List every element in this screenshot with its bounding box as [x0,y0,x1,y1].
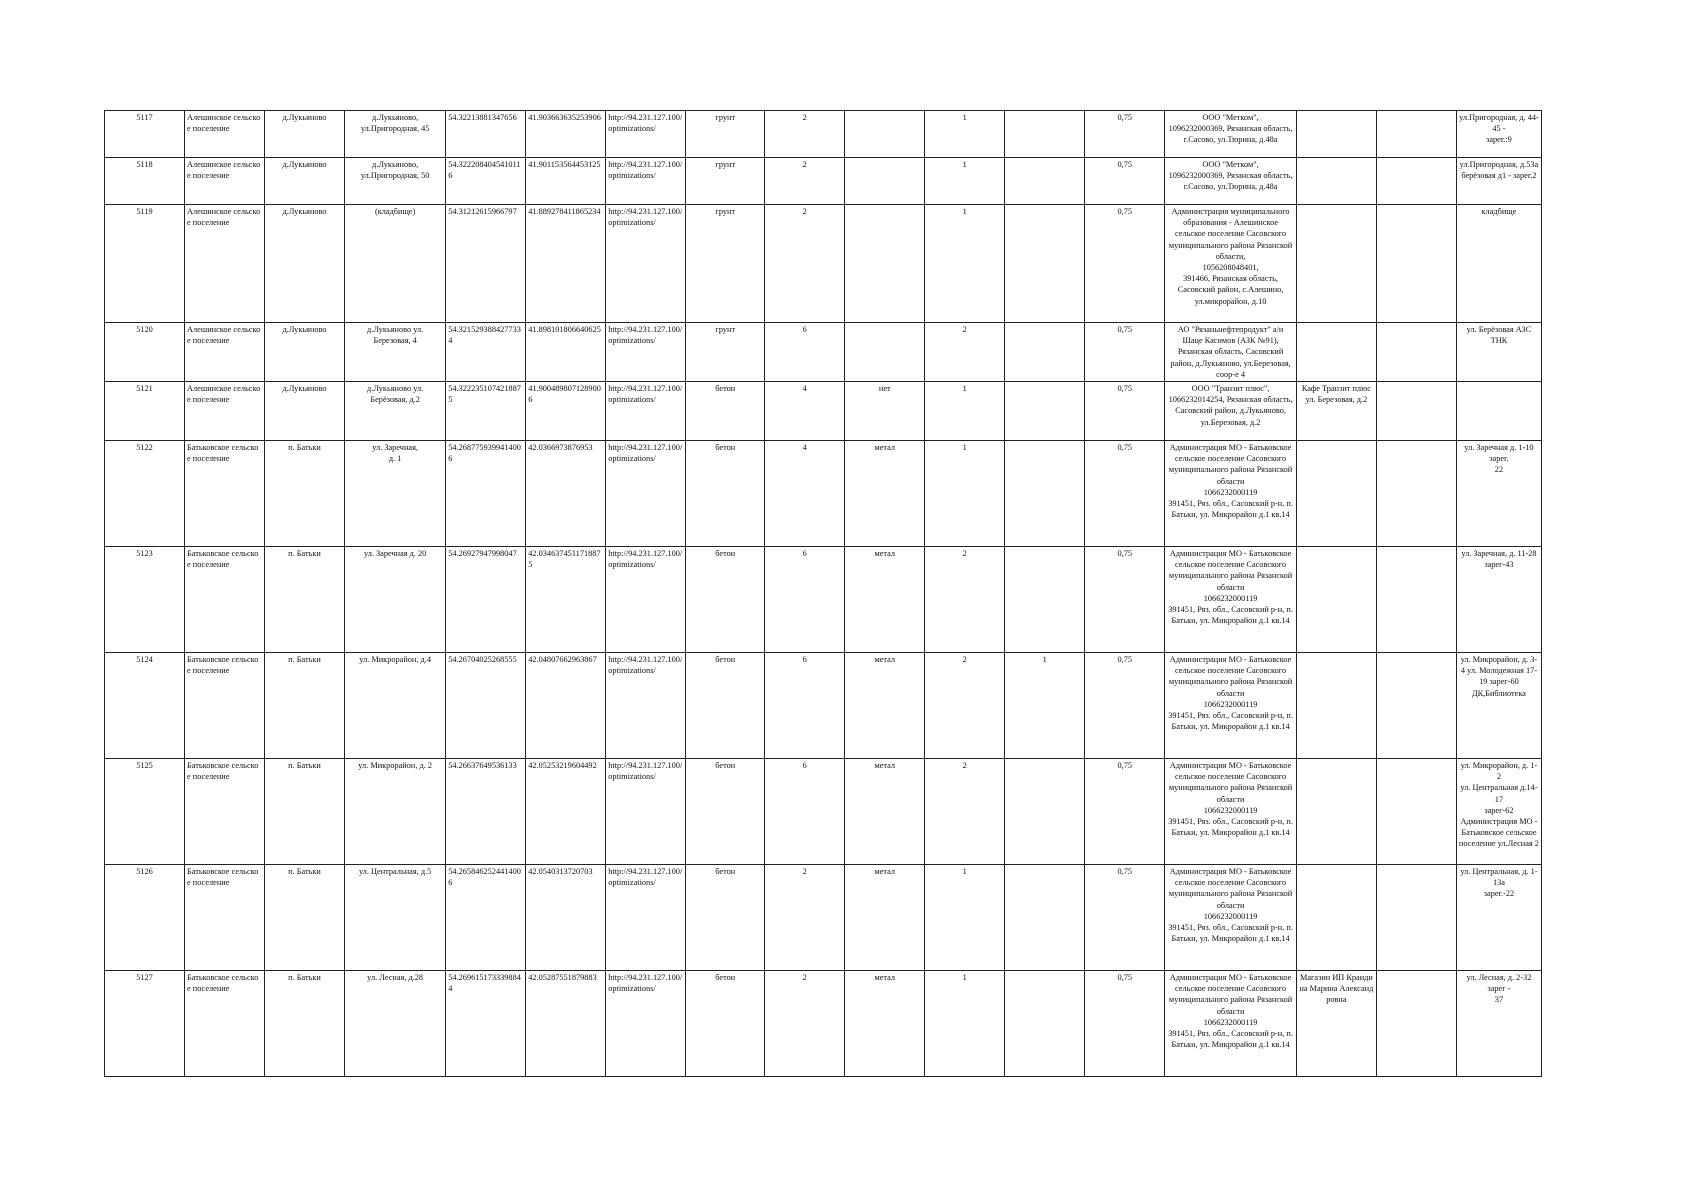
locality-cell: п. Батьки [265,441,345,547]
container-extra-cell [1005,547,1085,653]
row-number-cell: 5123 [105,547,185,653]
other-info-cell [1296,653,1376,759]
table-row [105,441,1542,547]
latitude-cell: 54.32213881347656 [446,111,526,158]
other-info-cell [1296,158,1376,205]
map-link-cell: http://94.231.127.100/optimizations/ [606,971,686,1077]
owner-cell: АО "Рязаньнефтепродукт" а/и Шаце Касимов (АЗК №91), Рязанская область, Сасовский район, д.Лукьяново, ул.Березовая, соор-е 4 [1165,323,1297,382]
other-info-cell [1296,441,1376,547]
waste-sources-cell: кладбище [1456,205,1541,323]
table-row [105,547,1542,653]
blank-cell [1376,865,1456,971]
row-number-cell: 5124 [105,653,185,759]
locality-cell: п. Батьки [265,759,345,865]
latitude-cell: 54.26637649536133 [446,759,526,865]
settlement-cell: Батьковское сельское поселение [185,653,265,759]
surface-cell: бетон [686,441,765,547]
blank-cell [1376,547,1456,653]
settlement-cell: Батьковское сельское поселение [185,547,265,653]
container-volume-cell: 0,75 [1085,382,1165,441]
surface-cell: бетон [686,759,765,865]
waste-sources-cell: ул. Микрорайон, д. 1- 2 ул. Центральная д.14-17 зарег-62 Администрация МО - Батьковское сельское поселение ул.Лесная 2 [1456,759,1541,865]
container-count-cell: 1 [925,111,1005,158]
surface-cell: бетон [686,547,765,653]
owner-cell: ООО "Транзит плюс", 1066232014254, Рязанская область, Сасовский район, д.Лукьяново, ул.Березовая, д.2 [1165,382,1297,441]
owner-cell: Администрация муниципального образования - Алешинское сельское поселение Сасовского муниципального района Рязанской области, 1056208048401, 391466, Рязанская область, Сасовский район, с.Алешино, ул.микрорайон, д.10 [1165,205,1297,323]
container-extra-cell [1005,759,1085,865]
fence-cell: метал [845,865,925,971]
longitude-cell: 41.898101806640625 [526,323,606,382]
fence-cell: метал [845,547,925,653]
waste-sources-cell: ул.Пригородная, д.53а берёзовая д1 - зарег.2 [1456,158,1541,205]
container-count-cell: 2 [925,759,1005,865]
map-link-cell: http://94.231.127.100/optimizations/ [606,441,686,547]
table-row [105,971,1542,1077]
longitude-cell: 41.901153564453125 [526,158,606,205]
address-cell: д.Лукьяново, ул.Пригородная, 45 [345,111,446,158]
area-cell: 4 [765,441,845,547]
area-cell: 4 [765,382,845,441]
container-volume-cell: 0,75 [1085,971,1165,1077]
blank-cell [1376,111,1456,158]
settlement-cell: Батьковское сельское поселение [185,441,265,547]
container-extra-cell [1005,865,1085,971]
fence-cell: метал [845,759,925,865]
table-row [105,158,1542,205]
area-cell: 2 [765,865,845,971]
map-link-cell: http://94.231.127.100/optimizations/ [606,759,686,865]
address-cell: ул. Заречная, д. 1 [345,441,446,547]
container-count-cell: 2 [925,323,1005,382]
waste-sources-cell: ул. Заречная д. 1-10 зарег. 22 [1456,441,1541,547]
latitude-cell: 54.3222351074218875 [446,382,526,441]
longitude-cell: 42.05253219604492 [526,759,606,865]
table-row [105,759,1542,865]
owner-cell: ООО "Метком", 1096232000369, Рязанская область, г.Сасово, ул.Тюрина, д.48а [1165,111,1297,158]
address-cell: д.Лукьяново ул. Березовая, 4 [345,323,446,382]
fence-cell: нет [845,382,925,441]
area-cell: 6 [765,547,845,653]
longitude-cell: 42.05287551879883 [526,971,606,1077]
area-cell: 2 [765,971,845,1077]
waste-sources-cell [1456,382,1541,441]
latitude-cell: 54.31212615966797 [446,205,526,323]
container-count-cell: 1 [925,971,1005,1077]
table-row [105,865,1542,971]
row-number-cell: 5119 [105,205,185,323]
blank-cell [1376,759,1456,865]
container-extra-cell [1005,971,1085,1077]
surface-cell: бетон [686,382,765,441]
container-volume-cell: 0,75 [1085,759,1165,865]
surface-cell: бетон [686,971,765,1077]
map-link-cell: http://94.231.127.100/optimizations/ [606,205,686,323]
table-body [105,111,1542,1077]
locality-cell: п. Батьки [265,865,345,971]
area-cell: 2 [765,158,845,205]
latitude-cell: 54.26704025268555 [446,653,526,759]
table-row [105,323,1542,382]
container-extra-cell [1005,158,1085,205]
container-count-cell: 1 [925,441,1005,547]
longitude-cell: 42.0540313720703 [526,865,606,971]
settlement-cell: Алешинское сельское поселение [185,158,265,205]
waste-sources-cell: ул. Лесная, д. 2-32 зарег - 37 [1456,971,1541,1077]
other-info-cell [1296,205,1376,323]
map-link-cell: http://94.231.127.100/optimizations/ [606,111,686,158]
address-cell: ул. Лесная, д.28 [345,971,446,1077]
map-link-cell: http://94.231.127.100/optimizations/ [606,653,686,759]
row-number-cell: 5121 [105,382,185,441]
waste-sources-cell: ул. Берёзовая АЗС ТНК [1456,323,1541,382]
owner-cell: Администрация МО - Батьковское сельское поселение Сасовского муниципального района Рязанской области 1066232000119 391451, Ряз. обл., Сасовский р-н, п. Батьки, ул. Микрорайон д.1 кв.14 [1165,759,1297,865]
blank-cell [1376,971,1456,1077]
locality-cell: д.Лукьяново [265,111,345,158]
surface-cell: грунт [686,323,765,382]
waste-sources-cell: ул.Пригородная, д. 44-45 - зарег.:9 [1456,111,1541,158]
container-volume-cell: 0,75 [1085,323,1165,382]
register-table [104,110,1542,1077]
container-extra-cell [1005,323,1085,382]
fence-cell [845,111,925,158]
row-number-cell: 5125 [105,759,185,865]
map-link-cell: http://94.231.127.100/optimizations/ [606,547,686,653]
surface-cell: грунт [686,158,765,205]
blank-cell [1376,653,1456,759]
locality-cell: д.Лукьяново [265,323,345,382]
container-extra-cell [1005,111,1085,158]
container-volume-cell: 0,75 [1085,441,1165,547]
address-cell: ул. Микрорайон, д. 2 [345,759,446,865]
map-link-cell: http://94.231.127.100/optimizations/ [606,158,686,205]
container-volume-cell: 0,75 [1085,653,1165,759]
locality-cell: п. Батьки [265,653,345,759]
longitude-cell: 42.0346374511718875 [526,547,606,653]
blank-cell [1376,441,1456,547]
longitude-cell: 42.04807662963867 [526,653,606,759]
container-count-cell: 1 [925,205,1005,323]
owner-cell: Администрация МО - Батьковское сельское поселение Сасовского муниципального района Рязанской области 1066232000119 391451, Ряз. обл., Сасовский р-н, п. Батьки, ул. Микрорайон д.1 кв.14 [1165,547,1297,653]
container-extra-cell [1005,382,1085,441]
fence-cell: метал [845,971,925,1077]
other-info-cell [1296,323,1376,382]
fence-cell: метал [845,441,925,547]
container-volume-cell: 0,75 [1085,865,1165,971]
table-row [105,382,1542,441]
other-info-cell [1296,759,1376,865]
longitude-cell: 42.0366973876953 [526,441,606,547]
area-cell: 6 [765,759,845,865]
map-link-cell: http://94.231.127.100/optimizations/ [606,382,686,441]
map-link-cell: http://94.231.127.100/optimizations/ [606,865,686,971]
fence-cell: метал [845,653,925,759]
waste-sources-cell: ул. Заречная, д. 11-28 зарег-43 [1456,547,1541,653]
blank-cell [1376,205,1456,323]
latitude-cell: 54.3222084045410116 [446,158,526,205]
row-number-cell: 5126 [105,865,185,971]
container-extra-cell [1005,441,1085,547]
table-row [105,111,1542,158]
latitude-cell: 54.26927947998047 [446,547,526,653]
surface-cell: грунт [686,111,765,158]
locality-cell: д.Лукьяново [265,158,345,205]
longitude-cell: 41.889278411865234 [526,205,606,323]
surface-cell: грунт [686,205,765,323]
settlement-cell: Батьковское сельское поселение [185,971,265,1077]
document-page [104,110,1542,1077]
blank-cell [1376,382,1456,441]
other-info-cell [1296,865,1376,971]
row-number-cell: 5117 [105,111,185,158]
settlement-cell: Алешинское сельское поселение [185,111,265,158]
owner-cell: Администрация МО - Батьковское сельское поселение Сасовского муниципального района Рязанской области 1066232000119 391451, Ряз. обл., Сасовский р-н, п. Батьки, ул. Микрорайон д.1 кв.14 [1165,441,1297,547]
blank-cell [1376,323,1456,382]
longitude-cell: 41.903663635253906 [526,111,606,158]
locality-cell: д.Лукьяново [265,205,345,323]
container-count-cell: 1 [925,382,1005,441]
settlement-cell: Батьковское сельское поселение [185,759,265,865]
address-cell: (кладбище) [345,205,446,323]
table-row [105,653,1542,759]
locality-cell: д.Лукьяново [265,382,345,441]
fence-cell [845,158,925,205]
longitude-cell: 41.9004898071289006 [526,382,606,441]
container-count-cell: 2 [925,547,1005,653]
area-cell: 2 [765,205,845,323]
container-count-cell: 2 [925,653,1005,759]
latitude-cell: 54.2696151733398844 [446,971,526,1077]
owner-cell: ООО "Метком", 1096232000369, Рязанская область, г.Сасово, ул.Тюрина, д.48а [1165,158,1297,205]
map-link-cell: http://94.231.127.100/optimizations/ [606,323,686,382]
surface-cell: бетон [686,653,765,759]
fence-cell [845,323,925,382]
settlement-cell: Батьковское сельское поселение [185,865,265,971]
address-cell: д.Лукьяново ул. Берёзовая, д.2 [345,382,446,441]
latitude-cell: 54.2658462524414006 [446,865,526,971]
waste-sources-cell: ул. Центральная, д. 1-13а зарег.-22 [1456,865,1541,971]
other-info-cell [1296,111,1376,158]
container-volume-cell: 0,75 [1085,205,1165,323]
container-count-cell: 1 [925,158,1005,205]
owner-cell: Администрация МО - Батьковское сельское поселение Сасовского муниципального района Рязанской области 1066232000119 391451, Ряз. обл., Сасовский р-н, п. Батьки, ул. Микрорайон д.1 кв.14 [1165,865,1297,971]
latitude-cell: 54.3215293884277334 [446,323,526,382]
container-count-cell: 1 [925,865,1005,971]
container-volume-cell: 0,75 [1085,111,1165,158]
other-info-cell [1296,547,1376,653]
row-number-cell: 5120 [105,323,185,382]
row-number-cell: 5118 [105,158,185,205]
other-info-cell: Кафе Транзит плюс ул. Березовая, д.2 [1296,382,1376,441]
settlement-cell: Алешинское сельское поселение [185,205,265,323]
table-row [105,205,1542,323]
address-cell: ул. Микрорайон, д.4 [345,653,446,759]
row-number-cell: 5127 [105,971,185,1077]
latitude-cell: 54.2687759399414006 [446,441,526,547]
blank-cell [1376,158,1456,205]
settlement-cell: Алешинское сельское поселение [185,382,265,441]
owner-cell: Администрация МО - Батьковское сельское поселение Сасовского муниципального района Рязанской области 1066232000119 391451, Ряз. обл., Сасовский р-н, п. Батьки, ул. Микрорайон д.1 кв.14 [1165,653,1297,759]
other-info-cell: Магазин ИП Краидина Марина Александровна [1296,971,1376,1077]
address-cell: д.Лукьяново, ул.Пригородная, 50 [345,158,446,205]
locality-cell: п. Батьки [265,547,345,653]
owner-cell: Администрация МО - Батьковское сельское поселение Сасовского муниципального района Рязанской области 1066232000119 391451, Ряз. обл., Сасовский р-н, п. Батьки, ул. Микрорайон д.1 кв.14 [1165,971,1297,1077]
fence-cell [845,205,925,323]
container-volume-cell: 0,75 [1085,158,1165,205]
area-cell: 6 [765,323,845,382]
row-number-cell: 5122 [105,441,185,547]
surface-cell: бетон [686,865,765,971]
area-cell: 6 [765,653,845,759]
settlement-cell: Алешинское сельское поселение [185,323,265,382]
address-cell: ул. Центральная, д.5 [345,865,446,971]
waste-sources-cell: ул. Микрорайон, д. 3-4 ул. Молодежная 17-19 зарег-60 ДК,Библиотека [1456,653,1541,759]
container-extra-cell [1005,205,1085,323]
locality-cell: п. Батьки [265,971,345,1077]
area-cell: 2 [765,111,845,158]
container-volume-cell: 0,75 [1085,547,1165,653]
container-extra-cell: 1 [1005,653,1085,759]
address-cell: ул. Заречная д. 20 [345,547,446,653]
